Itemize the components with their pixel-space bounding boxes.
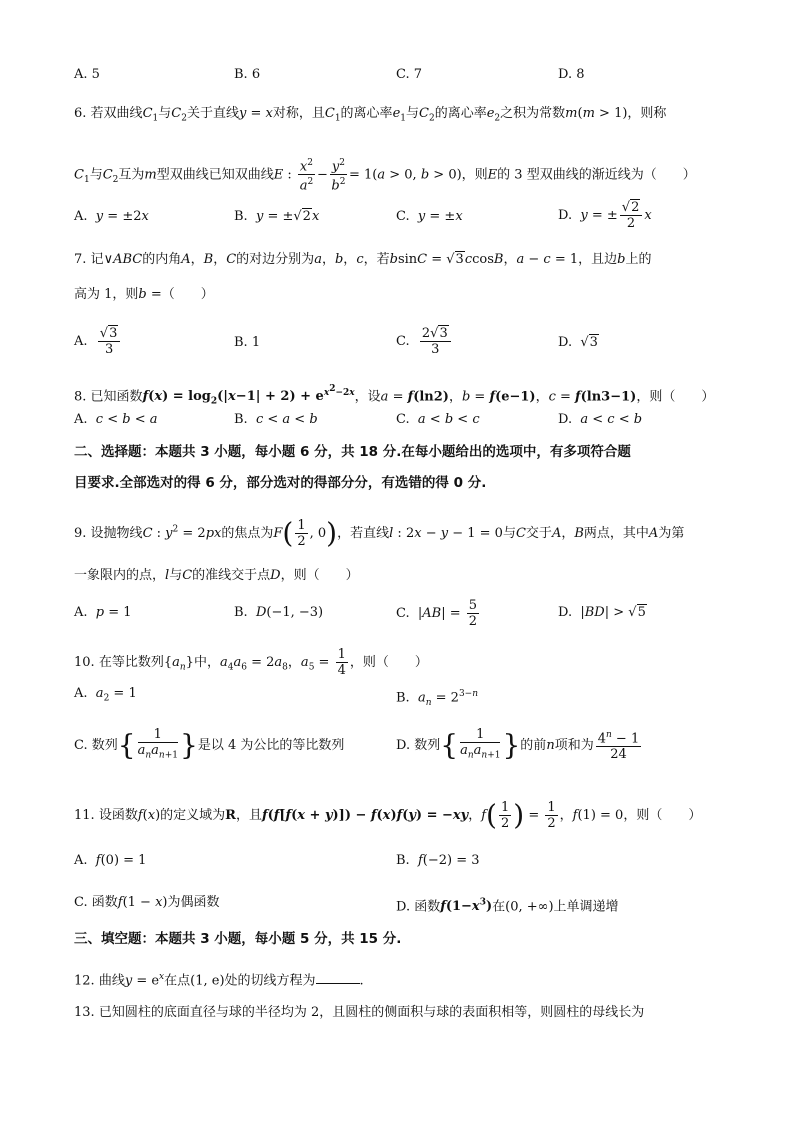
q6-line1: 6. 若双曲线$C_1$与$C_2$关于直线y = x对称，且$C_1$的离心率$e_1$与$C_2$的离心率$e_2$之积为常数m(m > 1)，则称 <box>74 106 667 124</box>
q6-option-d: D. y = ± $\frac{√2}{2}$ x <box>558 200 652 231</box>
q10-option-d: D. 数列{ 1 $a_na_{n+1}$ }的前n项和为 $\frac{4^n - 1}{24}$ <box>396 727 640 763</box>
q7-option-b: B. 1 <box>234 335 261 350</box>
q6-option-c: C. y = ±x <box>396 209 463 224</box>
q5-option-d: D. 8 <box>558 67 585 82</box>
q6-option-a: A. y = ±2x <box>74 209 149 224</box>
q5-option-b: B. 6 <box>234 67 261 82</box>
q11-option-a: A. f(0) = 1 <box>74 853 147 868</box>
section2-heading-line1: 二、选择题：本题共 3 小题，每小题 6 分，共 18 分.在每小题给出的选项中，有多项符合题 <box>74 444 631 460</box>
q8-option-a: A. c < b < a <box>74 412 158 427</box>
q10-option-c: C. 数列{ 1 $a_na_{n+1}$ }是以 4 为公比的等比数列 <box>74 727 345 762</box>
q9-option-d: D. |BD| > √5 <box>558 605 646 620</box>
q9-line2: 一象限内的点，l与C的准线交于点D，则（ ） <box>74 568 359 583</box>
q10-line1: 10. 在等比数列$\{a_n\}$中，$a_4a_6 = 2a_8$，$a_5$ = $\frac{1}{4}$ ，则（ ） <box>74 647 428 678</box>
q9-line1: 9. 设抛物线C : $y^2 = 2px$的焦点为F( $\frac{1}{2}$ , 0)，若直线l : 2x − y − 1 = 0与C交于A，B两点，其中A为第 <box>74 516 685 550</box>
q5-option-a: A. 5 <box>74 67 100 82</box>
q6-line2: $C_1$与$C_2$互为m型双曲线已知双曲线E : $\frac{x^2}{a^2}$ − $\frac{y^2}{b^2}$ = 1(a > 0, b > 0)，则E的 3 型双曲线的渐近线为（ ） <box>74 158 696 194</box>
q13-line1: 13. 已知圆柱的底面直径与球的半径均为 2，且圆柱的侧面积与球的表面积相等，则圆柱的母线长为 <box>74 1005 645 1020</box>
q5-option-c: C. 7 <box>396 67 423 82</box>
q7-option-c: C. $\frac{2√3}{3}$ <box>396 326 453 357</box>
q11-option-d: D. 函数$f(1-x^3)$在(0, +∞)上单调递增 <box>396 898 619 915</box>
q9-option-c: C. |AB| = $\frac{5}{2}$ <box>396 598 478 629</box>
q8-option-d: D. a < c < b <box>558 412 643 427</box>
section2-heading-line2: 目要求.全部选对的得 6 分，部分选对的得部分分，有选错的得 0 分. <box>74 475 487 491</box>
q9-option-a: A. p = 1 <box>74 605 132 620</box>
q6-option-b: B. y = ±√2x <box>234 209 320 224</box>
q8-option-c: C. a < b < c <box>396 412 480 427</box>
q7-line2: 高为 1，则b =（ ） <box>74 287 214 302</box>
q11-option-b: B. f(−2) = 3 <box>396 853 480 868</box>
q8-line1: 8. 已知函数$f(x) = \log_2(|x-1| + 2) + e^{x^2-2x}$，设a = f(ln2)，b = f(e−1)，c = f(ln3−1)，则（ ） <box>74 384 715 407</box>
q8-option-b: B. c < a < b <box>234 412 318 427</box>
answer-blank[interactable] <box>316 971 360 984</box>
q12-line1: 12. 曲线$y = e^x$在点(1, e)处的切线方程为 . <box>74 972 364 989</box>
q11-option-c: C. 函数f(1 − x)为偶函数 <box>74 895 220 910</box>
q11-line1: 11. 设函数f(x)的定义域为R，且f(f[f(x + y)]) − f(x)f(y) = −xy，f( $\frac{1}{2}$ ) = $\frac{1}{2}$ ，f(1) = 0，则（ ） <box>74 798 702 832</box>
q10-option-a: A. $a_2 = 1$ <box>74 686 137 704</box>
section3-heading: 三、填空题：本题共 3 小题，每小题 5 分，共 15 分. <box>74 931 402 947</box>
q7-line1: 7. 记∨ABC的内角A，B，C的对边分别为a，b，c，若bsinC = √3ccosB，a − c = 1，且边b上的 <box>74 252 652 267</box>
q10-option-b: B. $a_n = 2^{3-n}$ <box>396 689 479 708</box>
q7-option-a: A. $\frac{√3}{3}$ <box>74 326 122 357</box>
q9-option-b: B. D(−1, −3) <box>234 605 324 620</box>
q7-option-d: D. √3 <box>558 335 598 350</box>
